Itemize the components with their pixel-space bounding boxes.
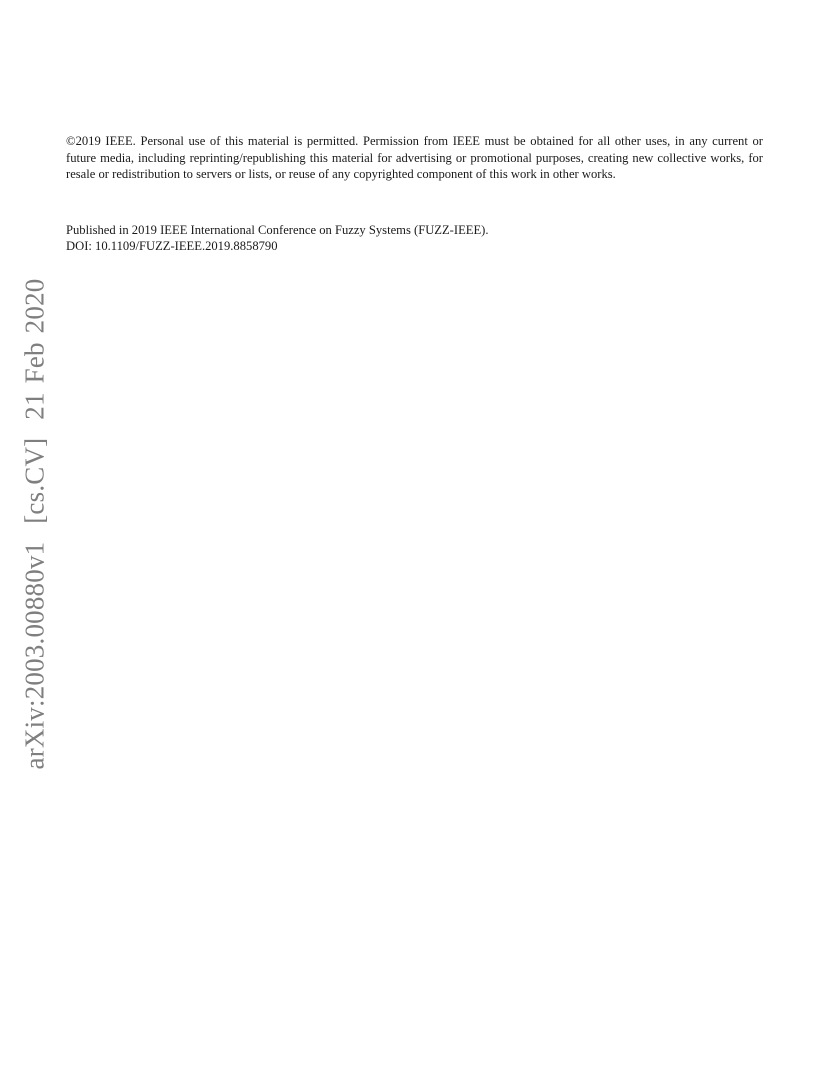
- publication-doi: DOI: 10.1109/FUZZ-IEEE.2019.8858790: [66, 239, 278, 253]
- copyright-notice: ©2019 IEEE. Personal use of this material is permitted. Permission from IEEE must be obtained for all other uses, in any current or future media, including reprinting/republishing this material for advertising or promotional purposes, creating new collective works, for resale or redistribution to servers or lists, or reuse of any copyrighted component of this work in other works.: [66, 134, 763, 181]
- publication-venue: Published in 2019 IEEE International Conference on Fuzzy Systems (FUZZ-IEEE).: [66, 223, 489, 237]
- arxiv-identifier-stamp: [20, 279, 51, 770]
- publication-info: [66, 222, 763, 254]
- arxiv-identifier-text: arXiv:2003.00880v1 [cs.CV] 21 Feb 2020: [19, 278, 50, 770]
